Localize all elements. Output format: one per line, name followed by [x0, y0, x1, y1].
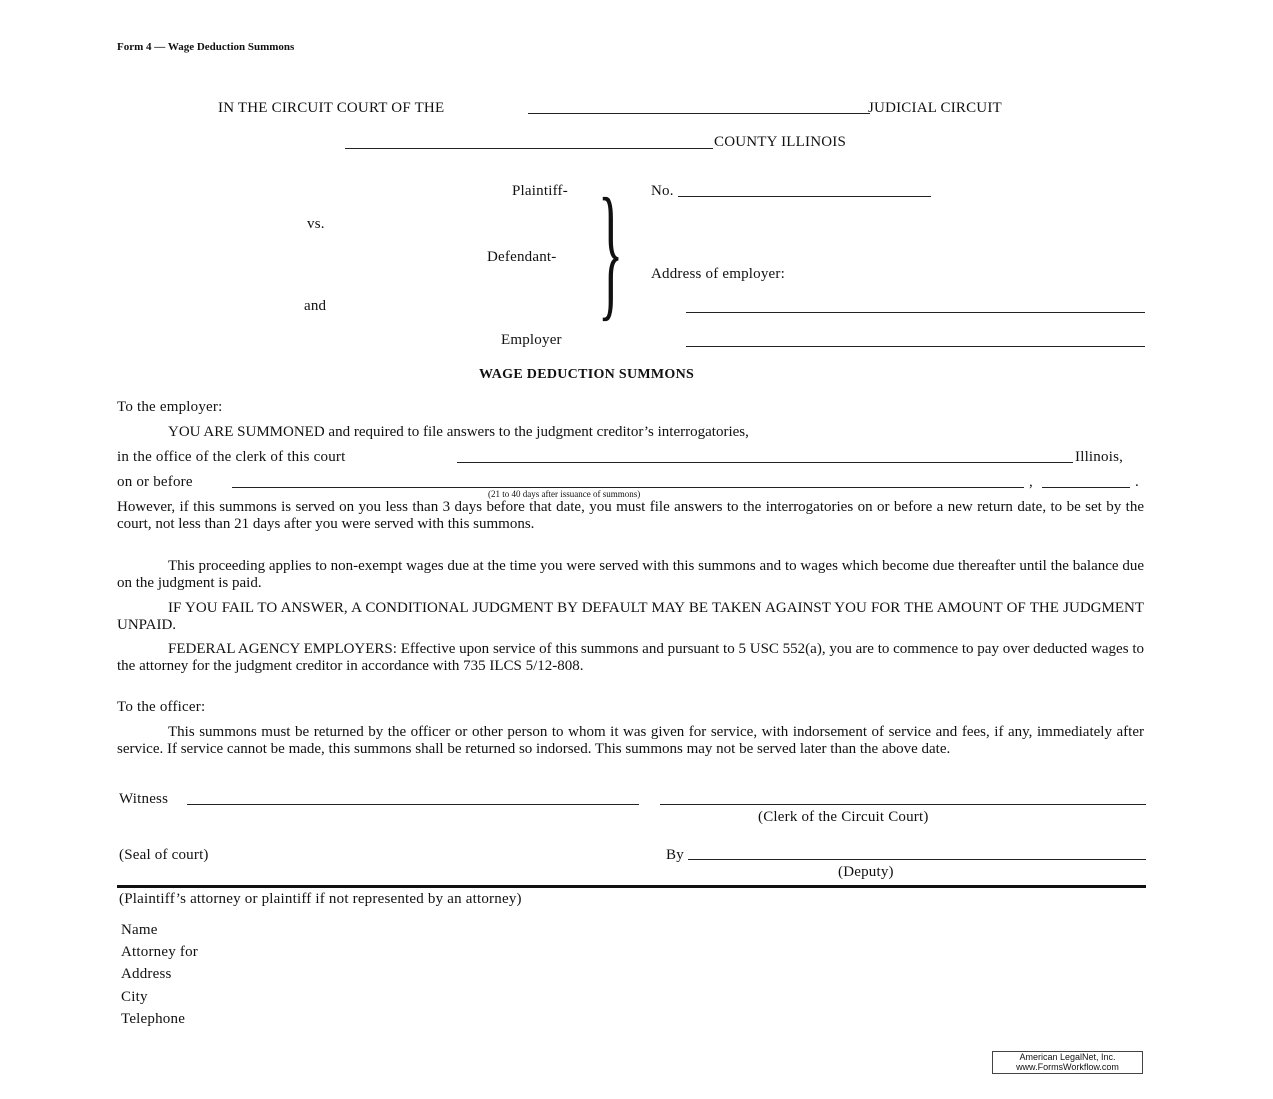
clerk-label: (Clerk of the Circuit Court) — [758, 809, 929, 825]
witness-field[interactable] — [187, 804, 639, 805]
to-employer-label: To the employer: — [117, 399, 223, 415]
county-suffix: COUNTY ILLINOIS — [714, 134, 847, 150]
date-note: (21 to 40 days after issuance of summons) — [488, 489, 641, 499]
clerk-office-field[interactable] — [457, 462, 1073, 463]
fail-to-answer-paragraph: IF YOU FAIL TO ANSWER, A CONDITIONAL JUDGMENT BY DEFAULT MAY BE TAKEN AGAINST YOU FOR THE AMOUNT OF THE JUDGMENT UNPAID. — [117, 600, 1144, 633]
witness-label: Witness — [119, 791, 169, 807]
logo-line-2: www.FormsWorkflow.com — [1016, 1062, 1119, 1072]
on-or-before-label: on or before — [117, 474, 193, 490]
attorney-address-label: Address — [121, 966, 172, 982]
by-label: By — [666, 847, 684, 863]
employer-label: Employer — [501, 332, 562, 348]
defendant-label: Defendant- — [487, 249, 557, 265]
date-period: . — [1135, 474, 1139, 490]
attorney-city-label: City — [121, 989, 148, 1005]
clerk-signature-field[interactable] — [660, 804, 1146, 805]
document-title: WAGE DEDUCTION SUMMONS — [479, 367, 695, 382]
caption-brace: } — [598, 168, 624, 334]
attorney-telephone-label: Telephone — [121, 1011, 186, 1027]
deputy-label: (Deputy) — [838, 864, 894, 880]
form-header: Form 4 — Wage Deduction Summons — [117, 41, 295, 53]
address-of-employer-label: Address of employer: — [651, 266, 785, 282]
office-text: in the office of the clerk of this court — [117, 449, 346, 465]
deputy-signature-field[interactable] — [688, 859, 1146, 860]
seal-label: (Seal of court) — [119, 847, 209, 863]
federal-agency-paragraph: FEDERAL AGENCY EMPLOYERS: Effective upon service of this summons and pursuant to 5 USC 552(a), you are to commence to pay over deducted wages to the attorney for the judgment creditor in accordance with 735 ILCS 5/12-808. — [117, 641, 1144, 674]
vs-label: vs. — [307, 216, 325, 232]
return-year-field[interactable] — [1042, 487, 1130, 488]
return-date-field[interactable] — [232, 487, 1024, 488]
circuit-number-field[interactable] — [528, 113, 870, 114]
employer-address-line-2[interactable] — [686, 346, 1145, 347]
proceeding-paragraph: This proceeding applies to non-exempt wages due at the time you were served with this summons and to wages which become due thereafter until the balance due on the judgment is paid. — [117, 558, 1144, 591]
attorney-heading: (Plaintiff’s attorney or plaintiff if not represented by an attorney) — [119, 891, 522, 907]
to-officer-label: To the officer: — [117, 699, 206, 715]
section-divider — [117, 885, 1146, 888]
summoned-text: YOU ARE SUMMONED and required to file answers to the judgment creditor’s interrogatories, — [168, 424, 749, 440]
court-line-suffix: JUDICIAL CIRCUIT — [868, 100, 1002, 116]
american-legalnet-logo[interactable] — [992, 1051, 1143, 1074]
date-comma: , — [1029, 474, 1033, 490]
attorney-name-label: Name — [121, 922, 158, 938]
plaintiff-label: Plaintiff- — [512, 183, 568, 199]
office-suffix: Illinois, — [1075, 449, 1124, 465]
county-name-field[interactable] — [345, 148, 713, 149]
logo-line-1: American LegalNet, Inc. — [1019, 1052, 1116, 1062]
case-number-field[interactable] — [678, 196, 931, 197]
attorney-for-label: Attorney for — [121, 944, 198, 960]
case-no-label: No. — [651, 183, 674, 199]
however-paragraph: However, if this summons is served on you less than 3 days before that date, you must file answers to the interrogatories on or before a new return date, to be set by the court, not less than 21 days after you were served with this summons. — [117, 499, 1144, 532]
returned-paragraph: This summons must be returned by the officer or other person to whom it was given for service, with indorsement of service and fees, if any, immediately after service. If service cannot be made, this summons shall be returned so indorsed. This summons may not be served later than the above date. — [117, 724, 1144, 757]
and-label: and — [304, 298, 327, 314]
employer-address-line-1[interactable] — [686, 312, 1145, 313]
court-line-prefix: IN THE CIRCUIT COURT OF THE — [218, 100, 445, 116]
